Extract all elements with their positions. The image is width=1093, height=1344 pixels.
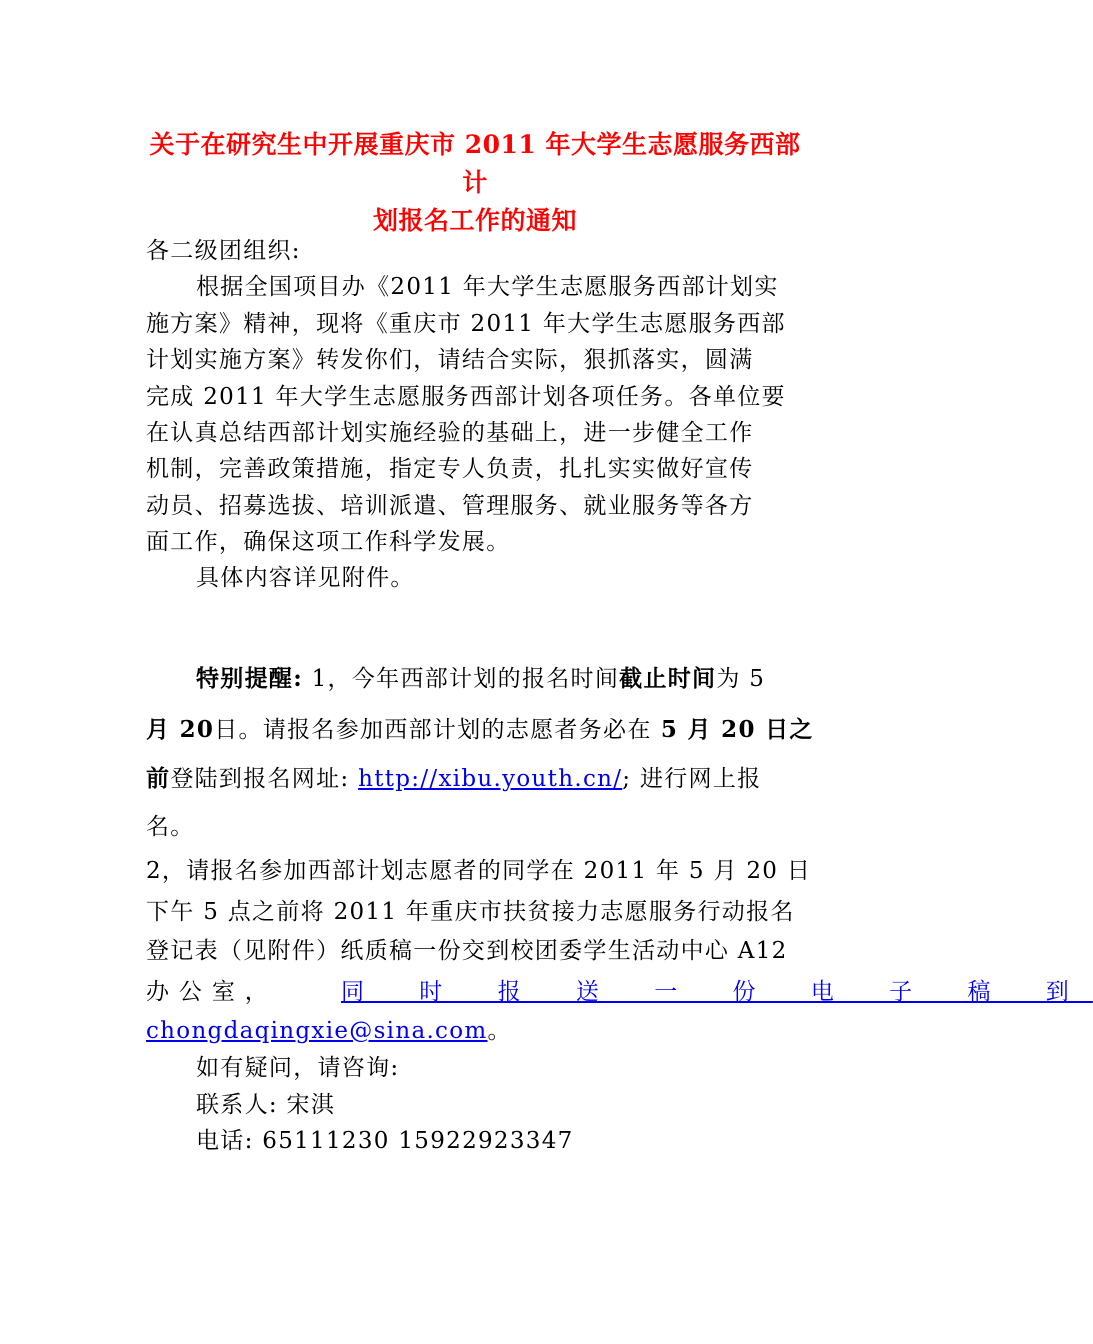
salutation: 各二级团组织: — [146, 238, 301, 264]
contact-question: 如有疑问，请咨询: — [196, 1055, 400, 1081]
reminder-label: 特别提醒: — [196, 665, 303, 692]
body-line-1: 根据全国项目办《2011 年大学生志愿服务西部计划实 — [196, 274, 779, 300]
email-link[interactable]: chongdaqingxie@sina.com — [146, 1018, 488, 1044]
reminder-p2-line-5 — [146, 1012, 806, 1045]
reminder-p2-line-3: 登记表（见附件）纸质稿一份交到校团委学生活动中心 A12 — [146, 938, 788, 964]
reminder-line-3 — [146, 760, 806, 793]
body-line-8: 面工作，确保这项工作科学发展。 — [146, 529, 511, 555]
body-line-5: 在认真总结西部计划实施经验的基础上，进一步健全工作 — [146, 420, 754, 446]
deadline-emphasis: 截止时间 — [619, 665, 717, 692]
reminder-text: 为 5 — [716, 666, 766, 692]
body-line-3: 计划实施方案》转发你们，请结合实际，狠抓落实，圆满 — [146, 347, 754, 373]
reminder-line-1 — [196, 660, 806, 693]
reminder-text: 1，今年西部计划的报名时间 — [303, 666, 620, 692]
reminder-text: 登陆到报名网址: — [170, 766, 359, 792]
reminder-text: 办 公 室 ， — [146, 979, 270, 1005]
reminder-text: 。 — [487, 1018, 512, 1044]
body-line-2: 施方案》精神，现将《重庆市 2011 年大学生志愿服务西部 — [146, 311, 786, 337]
reminder-text: ; 进行网上报 — [622, 766, 762, 792]
reminder-p2-line-1: 2，请报名参加西部计划志愿者的同学在 2011 年 5 月 20 日 — [146, 858, 812, 884]
body-line-7: 动员、招募选拔、培训派遣、管理服务、就业服务等各方 — [146, 493, 754, 519]
email-link-text[interactable]: 同 时 报 送 一 份 电 子 稿 到 — [341, 979, 1093, 1005]
see-attachment: 具体内容详见附件。 — [196, 565, 415, 591]
reminder-p2-line-2: 下午 5 点之前将 2011 年重庆市扶贫接力志愿服务行动报名 — [146, 899, 795, 925]
reminder-line-2 — [146, 711, 814, 744]
reminder-p2-line-4 — [146, 973, 1093, 1006]
document-title — [140, 126, 810, 240]
date-emphasis: 前 — [146, 765, 171, 792]
registration-url-link[interactable]: http://xibu.youth.cn/ — [358, 766, 623, 792]
reminder-text: 日。请报名参加西部计划的志愿者务必在 — [214, 717, 652, 743]
contact-person: 联系人: 宋淇 — [196, 1092, 336, 1118]
date-emphasis: 5 月 20 日之 — [651, 716, 814, 743]
body-line-6: 机制，完善政策措施，指定专人负责，扎扎实实做好宣传 — [146, 456, 754, 482]
title-line-1: 关于在研究生中开展重庆市 2011 年大学生志愿服务西部计 — [149, 130, 801, 197]
contact-phone: 电话: 65111230 15922923347 — [196, 1128, 574, 1154]
reminder-line-4: 名。 — [146, 814, 195, 840]
title-line-2: 划报名工作的通知 — [372, 206, 577, 235]
date-emphasis: 月 20 — [146, 716, 215, 743]
body-line-4: 完成 2011 年大学生志愿服务西部计划各项任务。各单位要 — [146, 384, 786, 410]
